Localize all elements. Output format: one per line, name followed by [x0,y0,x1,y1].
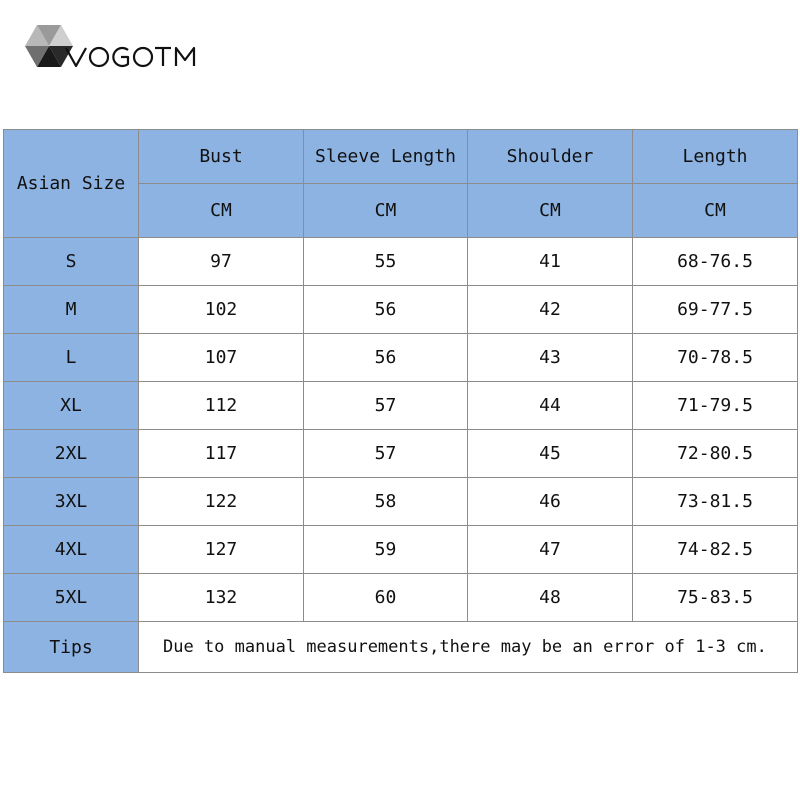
shoulder-cell: 47 [468,526,633,574]
column-header-bust: Bust [139,130,304,184]
size-label: L [4,334,139,382]
bust-cell: 107 [139,334,304,382]
unit-cell: CM [468,184,633,238]
size-label: S [4,238,139,286]
table-row [4,286,798,334]
sleeve-length-cell: 60 [304,574,468,622]
size-label: 4XL [4,526,139,574]
sleeve-length-cell: 56 [304,286,468,334]
tips-row [4,622,798,673]
tips-label: Tips [4,622,139,673]
shoulder-cell: 41 [468,238,633,286]
sleeve-length-cell: 57 [304,382,468,430]
length-cell: 73-81.5 [633,478,798,526]
length-cell: 72-80.5 [633,430,798,478]
sleeve-length-cell: 58 [304,478,468,526]
sleeve-length-cell: 55 [304,238,468,286]
sleeve-length-cell: 57 [304,430,468,478]
bust-cell: 132 [139,574,304,622]
unit-cell: CM [304,184,468,238]
bust-cell: 117 [139,430,304,478]
brand-logo [24,14,204,78]
table-row [4,334,798,382]
unit-cell: CM [139,184,304,238]
header-row [4,130,798,184]
size-label: XL [4,382,139,430]
shoulder-cell: 46 [468,478,633,526]
size-label: 5XL [4,574,139,622]
bust-cell: 112 [139,382,304,430]
bust-cell: 97 [139,238,304,286]
size-label: M [4,286,139,334]
shoulder-cell: 43 [468,334,633,382]
table-row [4,382,798,430]
sleeve-length-cell: 59 [304,526,468,574]
bust-cell: 102 [139,286,304,334]
shoulder-cell: 44 [468,382,633,430]
length-cell: 68-76.5 [633,238,798,286]
shoulder-cell: 42 [468,286,633,334]
unit-cell: CM [633,184,798,238]
sleeve-length-cell: 56 [304,334,468,382]
hexagon-triangles-logo-icon [24,14,204,78]
size-label: 3XL [4,478,139,526]
table-row [4,574,798,622]
tips-note: Due to manual measurements,there may be an error of 1-3 cm. [139,622,798,673]
column-header-sleeve-length: Sleeve Length [304,130,468,184]
table-row [4,430,798,478]
table-row [4,478,798,526]
column-header-shoulder: Shoulder [468,130,633,184]
size-chart-table [3,129,798,673]
length-cell: 70-78.5 [633,334,798,382]
length-cell: 69-77.5 [633,286,798,334]
table-row [4,238,798,286]
shoulder-cell: 45 [468,430,633,478]
length-cell: 71-79.5 [633,382,798,430]
size-label: 2XL [4,430,139,478]
bust-cell: 122 [139,478,304,526]
asian-size-header: Asian Size [4,130,139,238]
column-header-length: Length [633,130,798,184]
table-row [4,526,798,574]
shoulder-cell: 48 [468,574,633,622]
length-cell: 75-83.5 [633,574,798,622]
length-cell: 74-82.5 [633,526,798,574]
bust-cell: 127 [139,526,304,574]
